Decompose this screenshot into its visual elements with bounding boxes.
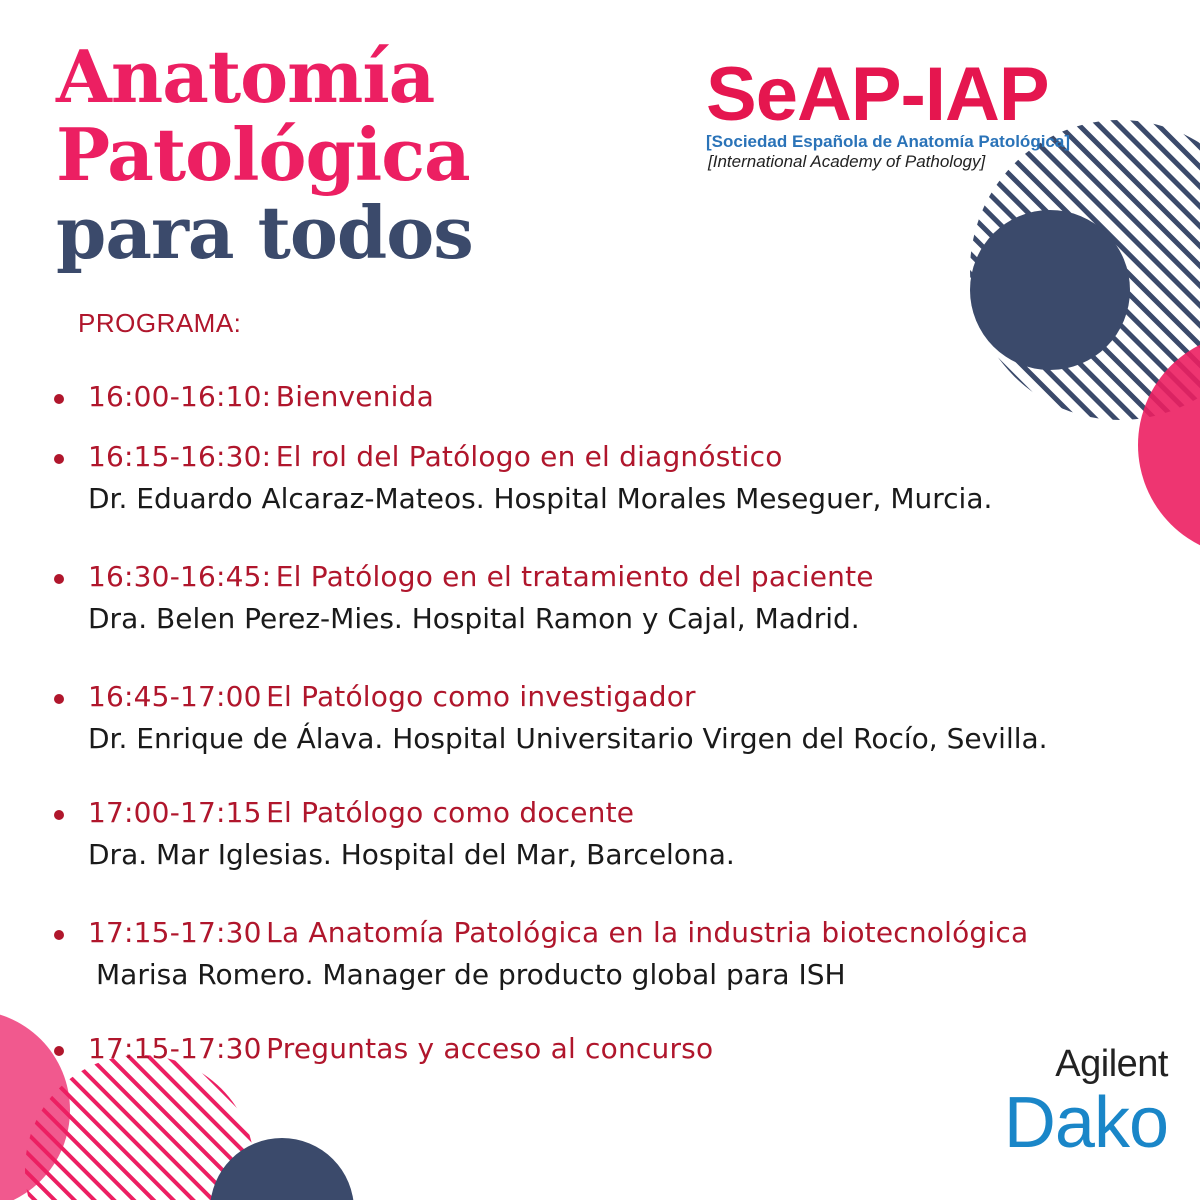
logo-subtitle-2: [International Academy of Pathology] xyxy=(708,152,986,171)
title-line-2: Patológica xyxy=(56,112,470,197)
agilent-dako-logo xyxy=(1000,1042,1168,1163)
agenda-speaker: Marisa Romero. Manager de producto global para ISH xyxy=(96,958,846,991)
agenda-time: 16:15-16:30: xyxy=(88,440,272,473)
title-line-1: Anatomía xyxy=(56,34,435,119)
agenda-topic: La Anatomía Patológica en la industria biotecnológica xyxy=(266,916,1029,949)
bullet-icon xyxy=(54,454,64,464)
agenda-item xyxy=(50,1028,1160,1088)
agenda-speaker: Dr. Eduardo Alcaraz-Mateos. Hospital Morales Meseguer, Murcia. xyxy=(88,482,993,515)
agenda-item xyxy=(50,792,1160,912)
navy-circle-right xyxy=(970,210,1130,370)
agenda-time: 16:30-16:45: xyxy=(88,560,272,593)
sponsor-dako: Dako xyxy=(1003,1083,1168,1163)
agenda-speaker: Dra. Belen Perez-Mies. Hospital Ramon y Cajal, Madrid. xyxy=(88,602,860,635)
agenda-topic: El rol del Patólogo en el diagnóstico xyxy=(275,440,783,473)
agenda-list xyxy=(50,376,1160,1088)
bullet-icon xyxy=(54,694,64,704)
agenda-time: 17:15-17:30 xyxy=(88,916,262,949)
agenda-time: 17:15-17:30 xyxy=(88,1032,262,1065)
agenda-time: 16:45-17:00 xyxy=(88,680,262,713)
agenda-time: 16:00-16:10: xyxy=(88,380,272,413)
bullet-icon xyxy=(54,810,64,820)
logo-wordmark: SeAP-IAP xyxy=(706,52,1049,137)
agenda-item xyxy=(50,436,1160,556)
title-line-3: para todos xyxy=(56,190,473,275)
seap-iap-logo xyxy=(706,52,1070,172)
bullet-icon xyxy=(54,574,64,584)
agenda-topic: Bienvenida xyxy=(275,380,434,413)
bullet-icon xyxy=(54,394,64,404)
bullet-icon xyxy=(54,1046,64,1056)
programa-heading: PROGRAMA: xyxy=(78,308,242,338)
agenda-item xyxy=(50,556,1160,676)
agenda-time: 17:00-17:15 xyxy=(88,796,262,829)
agenda-topic: El Patólogo como investigador xyxy=(266,680,696,713)
sponsor-agilent: Agilent xyxy=(1055,1043,1168,1085)
agenda-speaker: Dra. Mar Iglesias. Hospital del Mar, Barcelona. xyxy=(88,838,735,871)
agenda-item xyxy=(50,676,1160,792)
agenda-topic: El Patólogo como docente xyxy=(266,796,635,829)
agenda-topic: El Patólogo en el tratamiento del paciente xyxy=(275,560,874,593)
agenda-speaker: Dr. Enrique de Álava. Hospital Universitario Virgen del Rocío, Sevilla. xyxy=(88,722,1048,755)
page-title xyxy=(56,34,473,275)
agenda-topic: Preguntas y acceso al concurso xyxy=(266,1032,714,1065)
agenda-item xyxy=(50,912,1160,1028)
bullet-icon xyxy=(54,930,64,940)
agenda-item xyxy=(50,376,1160,436)
logo-subtitle: [Sociedad Española de Anatomía Patológica] xyxy=(706,132,1070,151)
